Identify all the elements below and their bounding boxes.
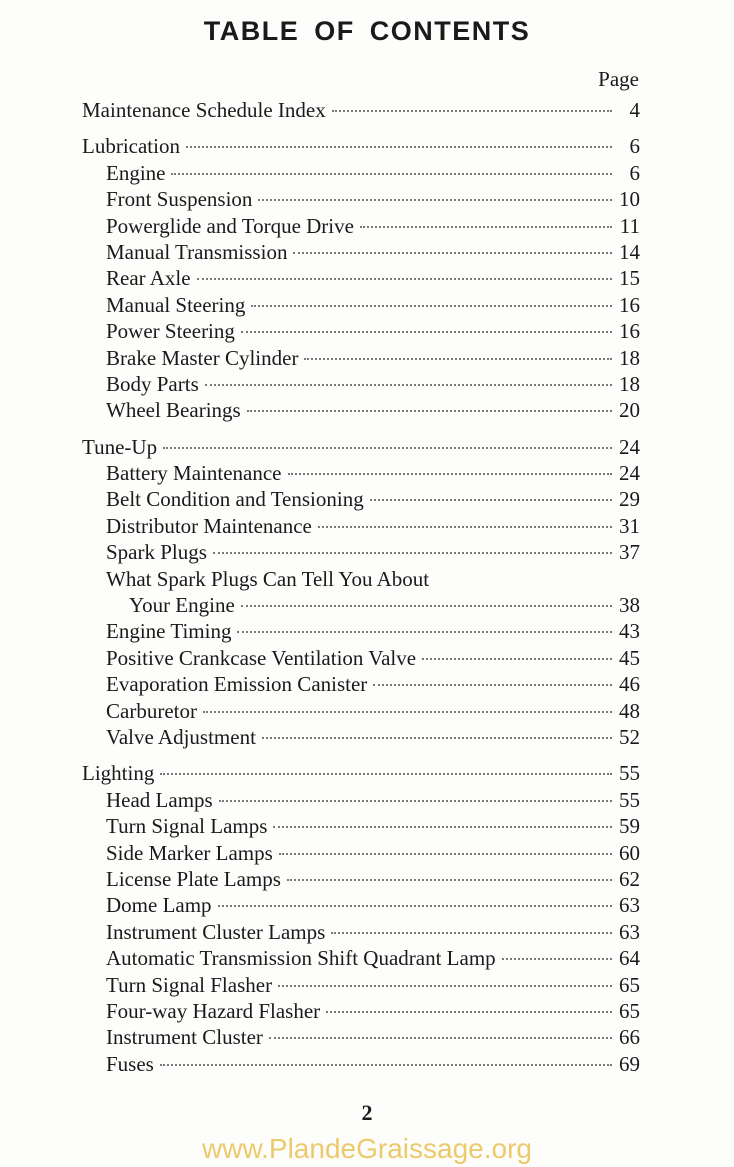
toc-entry-label: Powerglide and Torque Drive	[106, 213, 354, 238]
toc-entry-page: 48	[619, 698, 640, 723]
toc-entry	[82, 998, 640, 1024]
toc-entry	[82, 292, 640, 318]
toc-entry-label: Wheel Bearings	[106, 398, 241, 423]
toc-entry-label: Dome Lamp	[106, 893, 212, 918]
toc-entry-label: Lighting	[82, 761, 155, 786]
dot-leader	[360, 226, 612, 228]
toc-entry	[82, 592, 640, 618]
page-number: 2	[361, 1100, 373, 1125]
toc-entry-label: Tune-Up	[82, 434, 158, 459]
toc-entry-label: Turn Signal Lamps	[106, 814, 268, 839]
toc-entry-page: 20	[619, 398, 640, 423]
toc-entry-page: 31	[619, 513, 640, 538]
toc-entry-page: 29	[619, 487, 640, 512]
toc-entry	[82, 840, 640, 866]
toc-entry-page: 24	[619, 461, 640, 486]
toc-entry-page: 10	[619, 187, 640, 212]
page-title: TABLE OF CONTENTS	[203, 16, 531, 46]
toc-entry	[82, 186, 640, 212]
toc-entry	[82, 97, 640, 123]
toc-entry-page: 37	[619, 540, 640, 565]
toc-entry-label: Carburetor	[106, 698, 197, 723]
toc-entry-label: Belt Condition and Tensioning	[106, 487, 364, 512]
toc-entry-page: 52	[619, 724, 640, 749]
toc-entry-page: 18	[619, 345, 640, 370]
dot-leader	[262, 737, 612, 739]
toc-entry	[82, 371, 640, 397]
toc-entry-label: License Plate Lamps	[106, 866, 281, 891]
toc-entry-page: 66	[619, 1025, 640, 1050]
toc-entry-page: 24	[619, 434, 640, 459]
toc-entry-page: 6	[629, 134, 640, 159]
toc-entry-page: 6	[629, 160, 640, 185]
dot-leader	[219, 800, 612, 802]
toc-entry-page: 16	[619, 292, 640, 317]
toc-entry-page: 65	[619, 998, 640, 1023]
toc-entry	[82, 813, 640, 839]
toc-entry	[82, 133, 640, 159]
dot-leader	[326, 1011, 612, 1013]
dot-leader	[203, 711, 612, 713]
toc-entry-label: Head Lamps	[106, 787, 213, 812]
dot-leader	[163, 447, 612, 449]
toc-entry	[82, 1024, 640, 1050]
dot-leader	[502, 958, 612, 960]
toc-entry	[82, 698, 640, 724]
dot-leader	[332, 110, 612, 112]
toc-entry-label: Turn Signal Flasher	[106, 972, 273, 997]
toc-entry	[82, 539, 640, 565]
toc-entry	[82, 239, 640, 265]
toc-entry	[82, 566, 640, 592]
toc-entry-label: Body Parts	[106, 371, 199, 396]
dot-leader	[304, 358, 612, 360]
toc-entry-page: 14	[619, 239, 640, 264]
toc-entry-label: Automatic Transmission Shift Quadrant Lamp	[106, 946, 496, 971]
toc-entry-page: 46	[619, 672, 640, 697]
toc-entry	[82, 265, 640, 291]
toc-entry-label: Engine	[106, 160, 166, 185]
dot-leader	[251, 305, 612, 307]
toc-entry-label: Lubrication	[82, 134, 180, 159]
toc-entry	[82, 434, 640, 460]
dot-leader	[241, 331, 612, 333]
toc-entry	[82, 213, 640, 239]
toc-entry-page: 63	[619, 893, 640, 918]
toc-entry-page: 18	[619, 371, 640, 396]
toc-entry	[82, 919, 640, 945]
toc-section	[82, 760, 640, 1077]
toc-entry	[82, 760, 640, 786]
toc-entry-page: 65	[619, 972, 640, 997]
toc-entry-label: Manual Transmission	[106, 239, 288, 264]
toc-entry-page: 43	[619, 619, 640, 644]
dot-leader	[373, 684, 612, 686]
dot-leader	[288, 473, 612, 475]
toc-entry-label: Valve Adjustment	[106, 724, 256, 749]
dot-leader	[273, 826, 612, 828]
table-of-contents	[82, 97, 640, 1087]
toc-entry-page: 15	[619, 266, 640, 291]
toc-entry-label: Four-way Hazard Flasher	[106, 998, 321, 1023]
dot-leader	[331, 932, 612, 934]
toc-entry-label: Manual Steering	[106, 292, 246, 317]
toc-entry-page: 55	[619, 787, 640, 812]
dot-leader	[247, 410, 612, 412]
dot-leader	[205, 384, 612, 386]
dot-leader	[287, 879, 612, 881]
toc-entry-page: 63	[619, 919, 640, 944]
toc-entry	[82, 513, 640, 539]
toc-entry-label: Rear Axle	[106, 266, 191, 291]
toc-entry	[82, 645, 640, 671]
toc-entry	[82, 866, 640, 892]
toc-entry-page: 16	[619, 319, 640, 344]
toc-entry	[82, 787, 640, 813]
toc-entry-label: What Spark Plugs Can Tell You About	[106, 566, 430, 591]
toc-section	[82, 434, 640, 751]
toc-entry	[82, 892, 640, 918]
toc-entry-label: Power Steering	[106, 319, 235, 344]
toc-entry-label: Side Marker Lamps	[106, 840, 273, 865]
dot-leader	[241, 605, 612, 607]
toc-entry	[82, 318, 640, 344]
toc-entry-label: Instrument Cluster	[106, 1025, 263, 1050]
toc-entry	[82, 397, 640, 423]
dot-leader	[422, 658, 612, 660]
toc-entry-page: 60	[619, 840, 640, 865]
dot-leader	[186, 146, 612, 148]
dot-leader	[318, 526, 612, 528]
toc-entry-page: 59	[619, 814, 640, 839]
toc-entry-label: Distributor Maintenance	[106, 513, 312, 538]
toc-entry	[82, 160, 640, 186]
toc-entry	[82, 345, 640, 371]
toc-entry	[82, 486, 640, 512]
toc-entry-page: 45	[619, 645, 640, 670]
dot-leader	[258, 199, 612, 201]
toc-section	[82, 133, 640, 423]
dot-leader	[269, 1037, 612, 1039]
toc-entry	[82, 1051, 640, 1077]
toc-entry	[82, 618, 640, 644]
toc-entry-label: Positive Crankcase Ventilation Valve	[106, 645, 417, 670]
toc-entry-label: Fuses	[106, 1051, 154, 1076]
toc-section	[82, 97, 640, 123]
dot-leader	[213, 552, 612, 554]
toc-entry-page: 69	[619, 1051, 640, 1076]
dot-leader	[197, 278, 612, 280]
dot-leader	[171, 173, 612, 175]
dot-leader	[278, 985, 612, 987]
dot-leader	[160, 1064, 612, 1066]
toc-entry	[82, 724, 640, 750]
toc-entry-page: 38	[619, 593, 640, 618]
toc-entry-label: Your Engine	[129, 593, 235, 618]
toc-entry-page: 62	[619, 866, 640, 891]
dot-leader	[218, 905, 612, 907]
toc-entry-label: Brake Master Cylinder	[106, 345, 299, 370]
dot-leader	[160, 773, 612, 775]
toc-entry	[82, 460, 640, 486]
toc-entry-page: 64	[619, 946, 640, 971]
toc-entry-page: 4	[629, 98, 640, 122]
toc-entry-label: Maintenance Schedule Index	[82, 98, 326, 122]
watermark: www.PlandeGraissage.org	[202, 1133, 532, 1164]
toc-entry	[82, 972, 640, 998]
toc-entry-label: Battery Maintenance	[106, 461, 282, 486]
toc-entry-label: Evaporation Emission Canister	[106, 672, 368, 697]
toc-entry-label: Front Suspension	[106, 187, 253, 212]
dot-leader	[370, 499, 612, 501]
toc-entry-page: 11	[619, 213, 640, 238]
dot-leader	[237, 631, 612, 633]
toc-entry-page: 55	[619, 761, 640, 786]
dot-leader	[279, 853, 612, 855]
toc-entry-label: Engine Timing	[106, 619, 232, 644]
dot-leader	[293, 252, 612, 254]
page-column-header: Page	[598, 67, 639, 91]
toc-entry	[82, 945, 640, 971]
toc-entry	[82, 671, 640, 697]
toc-entry-label: Instrument Cluster Lamps	[106, 919, 326, 944]
toc-entry-label: Spark Plugs	[106, 540, 207, 565]
